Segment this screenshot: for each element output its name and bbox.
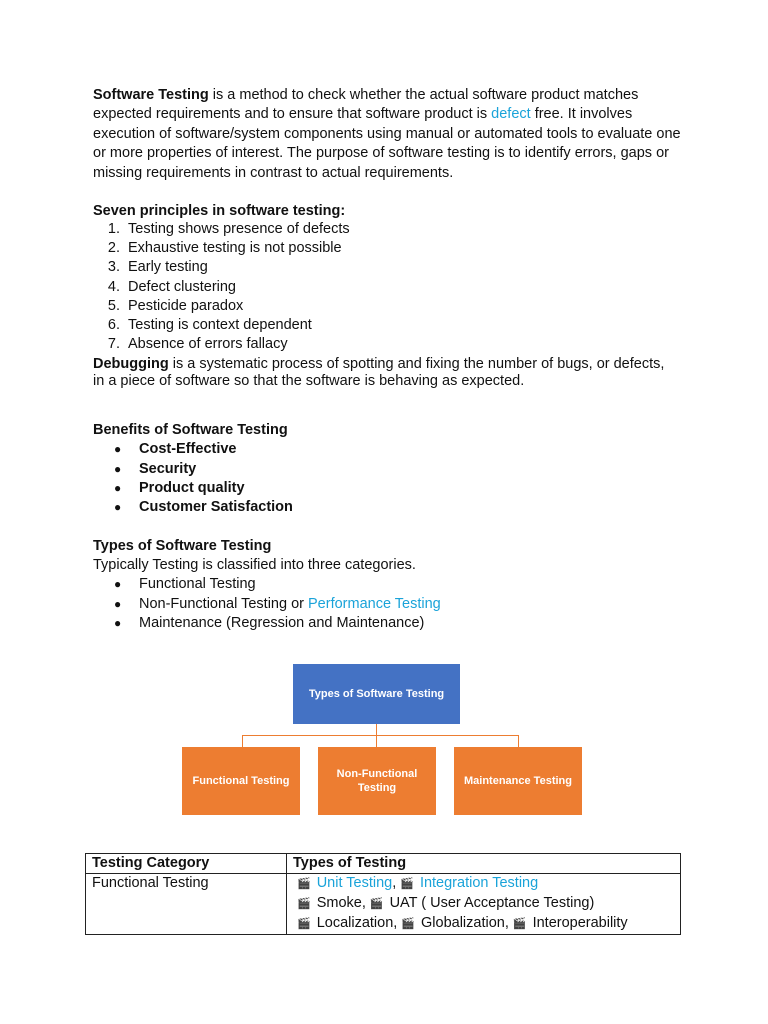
item-number: 4.	[107, 279, 120, 295]
bullet-icon: ●	[114, 577, 122, 591]
bullet-icon: ●	[114, 462, 122, 476]
types-heading: Types of Software Testing	[93, 538, 272, 554]
item-text: Functional Testing	[139, 576, 256, 592]
item-text: Product quality	[139, 480, 245, 496]
item-number: 2.	[107, 240, 120, 256]
bullet-icon: ●	[114, 481, 122, 495]
intro-paragraph	[93, 86, 683, 183]
bullet-icon: ●	[114, 500, 122, 514]
item-text: Pesticide paradox	[128, 298, 244, 314]
item-text: Globalization,	[421, 915, 509, 931]
principles-heading: Seven principles in software testing:	[93, 203, 346, 219]
clapperboard-icon: 🎬	[401, 918, 416, 930]
debugging-term: Debugging	[93, 356, 169, 372]
testing-table	[85, 853, 681, 935]
table-cell	[287, 874, 681, 935]
item-text: Cost-Effective	[139, 441, 237, 457]
item-text: Security	[139, 461, 197, 477]
bullet-icon: ●	[114, 442, 122, 456]
bullet-icon: ●	[114, 597, 122, 611]
item-text: Absence of errors fallacy	[128, 336, 288, 352]
types-line	[293, 874, 674, 894]
types-intro: Typically Testing is classified into three categories.	[93, 557, 416, 573]
table-header-cell: Types of Testing	[287, 854, 681, 874]
item-text: UAT ( User Acceptance Testing)	[389, 895, 595, 911]
item-text	[139, 595, 441, 614]
connector-line	[242, 735, 519, 736]
item-text: Defect clustering	[128, 279, 236, 295]
diagram-nonfunctional-box	[318, 747, 436, 815]
item-number: 5.	[107, 298, 120, 314]
connector-line	[518, 735, 519, 747]
table-row	[86, 874, 681, 935]
item-text: Testing is context dependent	[128, 317, 312, 333]
connector-line	[376, 735, 377, 747]
clapperboard-icon: 🎬	[369, 898, 384, 910]
intro-text-2: free. It involves execution of software/system components using manual or automated tools to evaluate one or more properties of interest. The purpose of software testing is to identify errors, gaps or missing requirements in contrast to actual requirements.	[93, 106, 681, 181]
types-line	[293, 914, 674, 934]
performance-testing-link[interactable]: Performance Testing	[308, 596, 441, 612]
item-number: 3.	[107, 259, 120, 275]
clapperboard-icon: 🎬	[297, 878, 311, 890]
diagram-root-box: Types of Software Testing	[293, 664, 460, 724]
debugging-paragraph	[93, 356, 673, 390]
bullet-icon: ●	[114, 616, 122, 630]
table-cell: Functional Testing	[86, 874, 287, 935]
diagram-functional-box: Functional Testing	[182, 747, 300, 815]
software-testing-term: Software Testing	[93, 87, 209, 103]
table-header-row	[86, 854, 681, 874]
item-number: 6.	[107, 317, 120, 333]
connector-line	[376, 724, 377, 735]
clapperboard-icon: 🎬	[297, 918, 311, 930]
item-text: Testing shows presence of defects	[128, 221, 350, 237]
box-label: Non-Functional	[336, 768, 418, 780]
benefits-heading: Benefits of Software Testing	[93, 422, 288, 438]
intro-text-1: is a method to check whether the actual software product matches expected requirements and to ensure that software product is	[93, 87, 639, 123]
item-text-pre: Non-Functional Testing or	[139, 596, 308, 612]
integration-testing-link[interactable]: Integration Testing	[419, 875, 539, 891]
item-text: Customer Satisfaction	[139, 499, 293, 515]
item-text: Maintenance (Regression and Maintenance)	[139, 615, 425, 631]
item-text: Exhaustive testing is not possible	[128, 240, 342, 256]
separator: ,	[392, 875, 397, 891]
table-header-cell: Testing Category	[86, 854, 287, 874]
item-text: Interoperability	[532, 915, 628, 931]
item-text: Smoke,	[316, 895, 366, 911]
unit-testing-link[interactable]: Unit Testing	[316, 875, 393, 891]
clapperboard-icon: 🎬	[400, 878, 414, 890]
defect-link[interactable]: defect	[491, 106, 531, 123]
diagram-maintenance-box: Maintenance Testing	[454, 747, 582, 815]
item-number: 7.	[107, 336, 120, 352]
types-line	[293, 894, 674, 914]
connector-line	[242, 735, 243, 747]
clapperboard-icon: 🎬	[297, 898, 311, 910]
item-text: Early testing	[128, 259, 208, 275]
debugging-text: is a systematic process of spotting and fixing the number of bugs, or defects, in a piece of software so that the software is behaving as expected.	[93, 356, 665, 389]
box-label: Testing	[357, 782, 397, 794]
item-number: 1.	[107, 221, 120, 237]
clapperboard-icon: 🎬	[512, 918, 527, 930]
item-text: Localization,	[316, 915, 398, 931]
